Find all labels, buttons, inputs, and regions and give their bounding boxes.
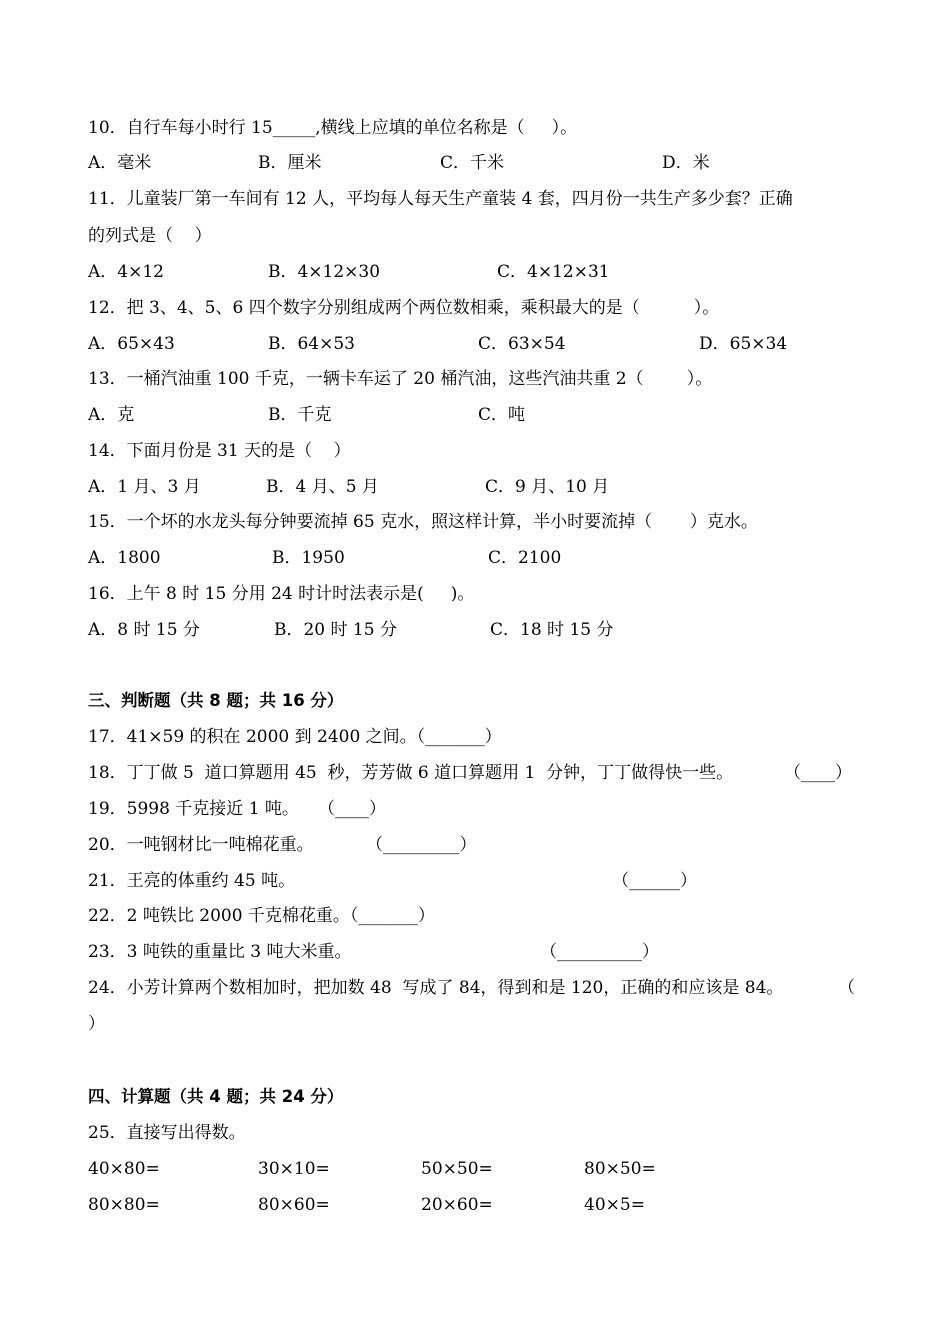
q10-option-b: B．厘米 <box>258 153 322 173</box>
calc-item: 40×80= <box>88 1159 160 1179</box>
question-14: 14．下面月份是 31 天的是（ ） <box>88 441 351 461</box>
q19-answer-blank[interactable]: （____） <box>318 799 386 819</box>
question-11-cont: 的列式是（ ） <box>88 226 212 246</box>
question-20: 20．一吨钢材比一吨棉花重。 <box>88 835 314 855</box>
q15-option-b: B．1950 <box>272 548 345 568</box>
question-16: 16．上午 8 时 15 分用 24 时计时法表示是( )。 <box>88 584 475 604</box>
q13-option-a: A．克 <box>88 405 135 425</box>
q14-option-c: C．9 月、10 月 <box>485 477 610 497</box>
question-11: 11．儿童装厂第一车间有 12 人，平均每人每天生产童装 4 套，四月份一共生产多少套？正确 <box>88 189 793 209</box>
section-4-heading: 四、计算题（共 4 题；共 24 分） <box>88 1087 344 1106</box>
q20-answer-blank[interactable]: （_________） <box>366 835 477 855</box>
q10-option-c: C．千米 <box>440 153 505 173</box>
calc-item: 80×60= <box>258 1195 330 1215</box>
question-17: 17．41×59 的积在 2000 到 2400 之间。（_______） <box>88 727 502 747</box>
q16-option-a: A．8 时 15 分 <box>88 620 200 640</box>
question-22: 22．2 吨铁比 2000 千克棉花重。（_______） <box>88 906 435 926</box>
q11-option-c: C．4×12×31 <box>497 262 610 282</box>
q12-option-d: D．65×34 <box>699 334 788 354</box>
q12-option-c: C．63×54 <box>478 334 566 354</box>
question-24-cont: ） <box>88 1014 105 1034</box>
calc-item: 40×5= <box>584 1195 645 1215</box>
q21-answer-blank[interactable]: （______） <box>612 871 697 891</box>
question-19: 19．5998 千克接近 1 吨。 <box>88 799 299 819</box>
q11-option-a: A．4×12 <box>88 262 164 282</box>
q16-option-c: C．18 时 15 分 <box>490 620 614 640</box>
q12-option-a: A．65×43 <box>88 334 175 354</box>
q23-answer-blank[interactable]: （__________） <box>540 942 659 962</box>
q15-option-a: A．1800 <box>88 548 161 568</box>
calc-item: 80×80= <box>88 1195 160 1215</box>
calc-item: 30×10= <box>258 1159 330 1179</box>
q18-answer-blank[interactable]: （____） <box>784 763 852 783</box>
calc-item: 80×50= <box>584 1159 656 1179</box>
q11-option-b: B．4×12×30 <box>268 262 381 282</box>
question-10: 10．自行车每小时行 15_____,横线上应填的单位名称是（ ）。 <box>88 118 578 138</box>
question-12: 12．把 3、4、5、6 四个数字分别组成两个两位数相乘，乘积最大的是（ ）。 <box>88 298 720 318</box>
q13-option-b: B．千克 <box>268 405 332 425</box>
question-15: 15．一个坏的水龙头每分钟要流掉 65 克水，照这样计算，半小时要流掉（ ）克水。 <box>88 512 758 532</box>
calc-item: 50×50= <box>421 1159 493 1179</box>
calc-item: 20×60= <box>421 1195 493 1215</box>
question-25: 25．直接写出得数。 <box>88 1123 246 1143</box>
q16-option-b: B．20 时 15 分 <box>274 620 397 640</box>
q12-option-b: B．64×53 <box>268 334 356 354</box>
question-13: 13．一桶汽油重 100 千克，一辆卡车运了 20 桶汽油，这些汽油共重 2（ ）。 <box>88 369 713 389</box>
q13-option-c: C．吨 <box>478 405 526 425</box>
q24-answer-blank[interactable]: （ <box>838 978 855 998</box>
q15-option-c: C．2100 <box>488 548 562 568</box>
q10-option-d: D．米 <box>662 153 710 173</box>
question-24: 24．小芳计算两个数相加时，把加数 48 写成了 84，得到和是 120，正确的和应该是 84。 <box>88 978 784 998</box>
question-21: 21．王亮的体重约 45 吨。 <box>88 871 296 891</box>
q14-option-a: A．1 月、3 月 <box>88 477 201 497</box>
q10-option-a: A．毫米 <box>88 153 152 173</box>
q14-option-b: B．4 月、5 月 <box>266 477 379 497</box>
section-3-heading: 三、判断题（共 8 题；共 16 分） <box>88 691 344 710</box>
question-18: 18．丁丁做 5 道口算题用 45 秒，芳芳做 6 道口算题用 1 分钟，丁丁做得快一些。 <box>88 763 734 783</box>
question-23: 23．3 吨铁的重量比 3 吨大米重。 <box>88 942 352 962</box>
